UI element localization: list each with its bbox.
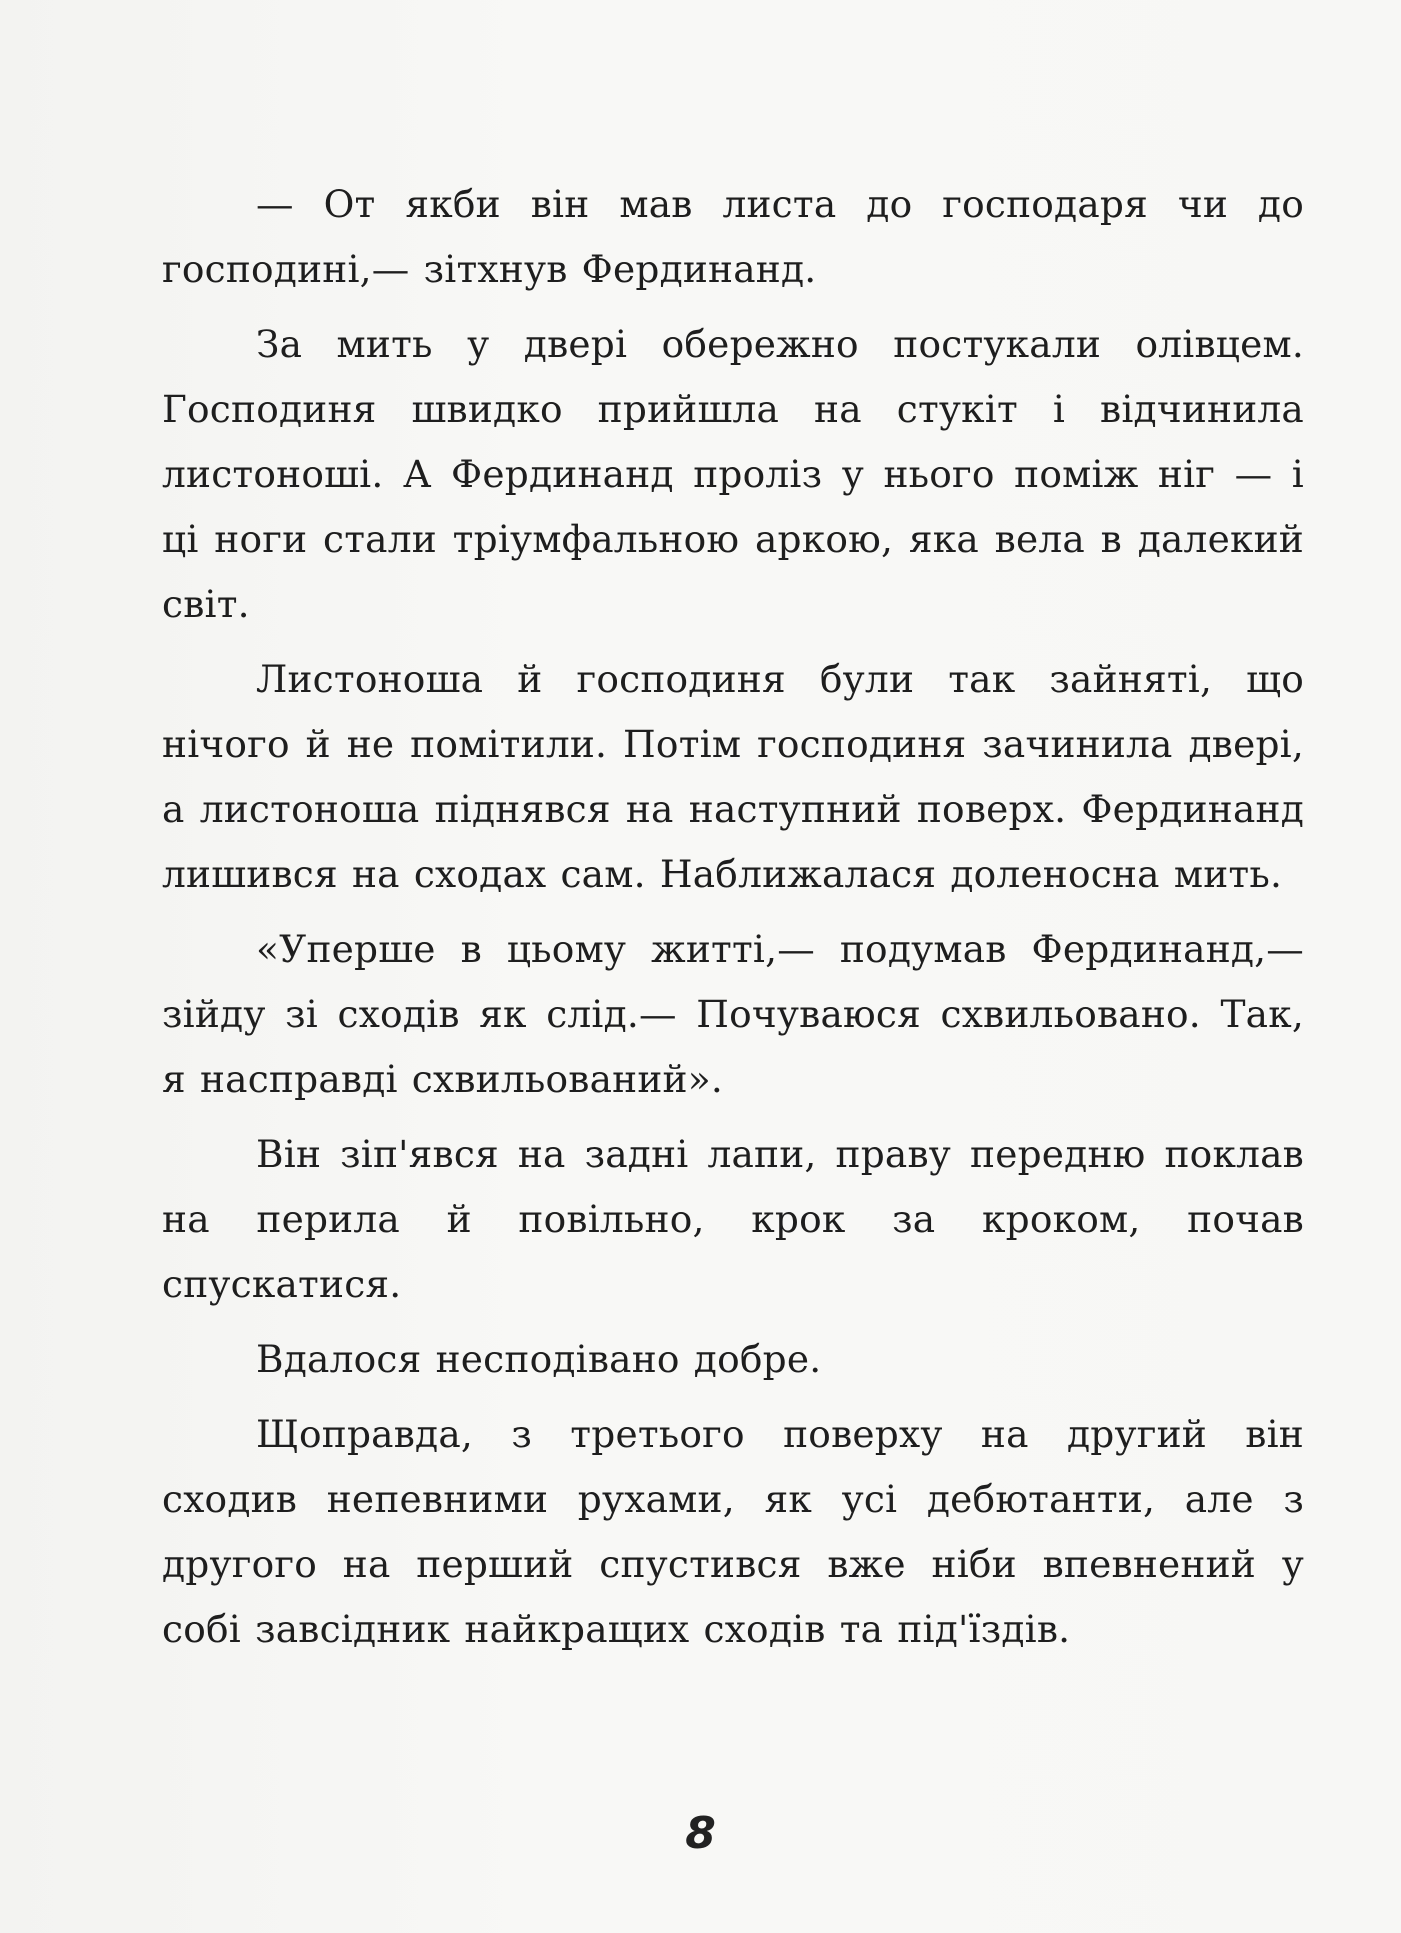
paragraph-6: Вдалося несподівано добре. [256,1337,822,1381]
paragraph-3: Листоноша й господиня були так зайняті, що нічого й не помітили. Потім господиня зачинила двері, а листоноша піднявся на наступний поверх. Фердинанд лишився на сходах сам. Наближалася доленосна мить. [162,657,1304,896]
paragraph-7: Щоправда, з третього поверху на другий він сходив непевними рухами, як усі дебютанти, але з другого на перший спустився вже ніби впевнений у собі завсідник найкращих сходів та під'їздів. [162,1412,1304,1651]
paragraph-4: «Уперше в цьому житті,— подумав Фердинанд,— зійду зі сходів як слід.— Почуваюся схвильовано. Так, я насправді схвильований». [162,927,1304,1101]
page-number: 8 [685,1808,716,1859]
body-text [162,172,1304,1672]
paragraph-1: — От якби він мав листа до господаря чи до господині,— зітхнув Фердинанд. [162,182,1304,291]
paragraph-2: За мить у двері обережно постукали олівцем. Господиня швидко прийшла на стукіт і відчинила листоноші. А Фердинанд проліз у нього поміж ніг — і ці ноги стали тріумфальною аркою, яка вела в далекий світ. [162,322,1304,626]
paragraph-5: Він зіп'явся на задні лапи, праву передню поклав на перила й повільно, крок за кроком, почав спускатися. [162,1132,1304,1306]
